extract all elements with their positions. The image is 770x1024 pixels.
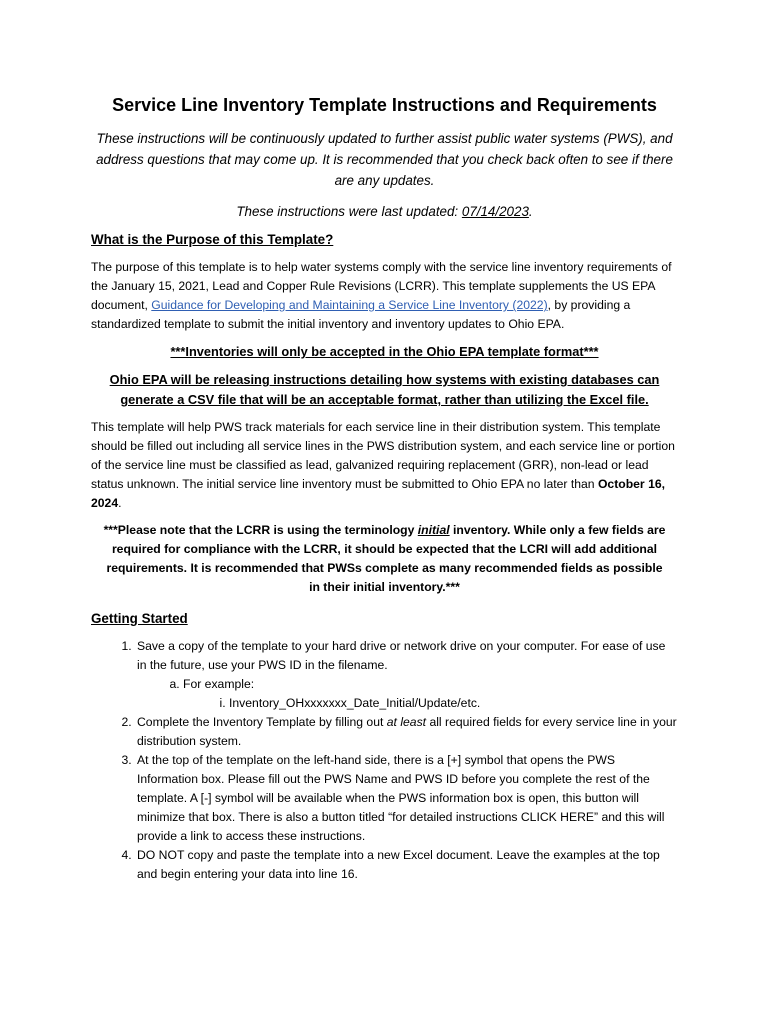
last-updated-prefix: These instructions were last updated: bbox=[236, 204, 462, 219]
template-format-notice: ***Inventories will only be accepted in the Ohio EPA template format*** bbox=[170, 344, 599, 359]
step-2-emphasis: at least bbox=[386, 715, 427, 729]
step-item: 4. DO NOT copy and paste the template into a new Excel document. Leave the examples at the top and begin entering your data into line 16. bbox=[135, 846, 678, 884]
intro-paragraph: These instructions will be continuously updated to further assist public water systems (PWS), and address questions that may come up. It is recommended that you check back often to see if there are any updates. bbox=[96, 131, 673, 188]
step-2-text: Complete the Inventory Template by filling out bbox=[137, 715, 387, 729]
last-updated-date: 07/14/2023 bbox=[461, 204, 529, 219]
tracking-text: This template will help PWS track materials for each service line in their distribution system. This template should be filled out including all service lines in the PWS distribution system, and each service line or portion of the service line must be classified as lead, galvanized requiring replacement (GRR), non-lead or lead status unknown. The initial service line inventory must be submitted to Ohio EPA no later than bbox=[91, 420, 675, 491]
purpose-text: The purpose of this template is to help water systems comply with the service line inventory requirements of the January 15, 2021, Lead and Copper Rule Revisions (LCRR). This template supplements the US EPA document, bbox=[91, 260, 672, 312]
purpose-text-end: , by providing a standardized template to submit the initial inventory and inventory updates to Ohio EPA. bbox=[91, 298, 631, 331]
getting-started-steps bbox=[91, 637, 678, 884]
tracking-paragraph bbox=[91, 418, 678, 513]
purpose-paragraph bbox=[91, 258, 678, 334]
step-1a-text: For example: bbox=[183, 677, 255, 691]
lcrr-note-part2: inventory. While only a few fields are required for compliance with the LCRR, it should be expected that the LCRI will add additional requirements. It is recommended that PWSs complete as many recommended fields as possible in their initial inventory.*** bbox=[106, 523, 666, 594]
step-2-text-end: all required fields for every service line in your distribution system. bbox=[137, 715, 677, 748]
getting-started-heading: Getting Started bbox=[91, 611, 188, 626]
tracking-text-end: . bbox=[118, 496, 122, 510]
step-1-sublist bbox=[137, 675, 678, 713]
epa-guidance-link[interactable]: Guidance for Developing and Maintaining a Service Line Inventory (2022) bbox=[151, 298, 548, 312]
csv-format-notice: Ohio EPA will be releasing instructions detailing how systems with existing databases can generate a CSV file that will be an acceptable format, rather than utilizing the Excel file. bbox=[109, 372, 660, 407]
step-1-text: Save a copy of the template to your hard drive or network drive on your computer. For ease of use in the future, use your PWS ID in the filename. bbox=[137, 639, 666, 672]
last-updated-line bbox=[91, 201, 678, 222]
purpose-heading: What is the Purpose of this Template? bbox=[91, 232, 334, 247]
step-item: 3. At the top of the template on the left-hand side, there is a [+] symbol that opens the PWS Information box. Please fill out the PWS Name and PWS ID before you complete the rest of the template. A [-] symbol will be available when the PWS information box is open, this button will minimize that box. There is also a button titled “for detailed instructions CLICK HERE” and this will provide a link to access these instructions. bbox=[135, 751, 678, 846]
step-item bbox=[135, 713, 678, 751]
last-updated-suffix: . bbox=[528, 204, 533, 219]
step-1a bbox=[183, 675, 678, 713]
document-title: Service Line Inventory Template Instructions and Requirements bbox=[112, 95, 657, 115]
submission-deadline: October 16, 2024 bbox=[91, 477, 666, 510]
step-item bbox=[135, 637, 678, 713]
step-1a-i: i. Inventory_OHxxxxxxx_Date_Initial/Update/etc. bbox=[229, 694, 678, 713]
lcrr-terminology-note bbox=[103, 521, 666, 597]
lcrr-note-emphasis: initial bbox=[417, 523, 450, 537]
lcrr-note-part1: ***Please note that the LCRR is using the terminology bbox=[103, 523, 418, 537]
step-1a-sublist bbox=[183, 694, 678, 713]
